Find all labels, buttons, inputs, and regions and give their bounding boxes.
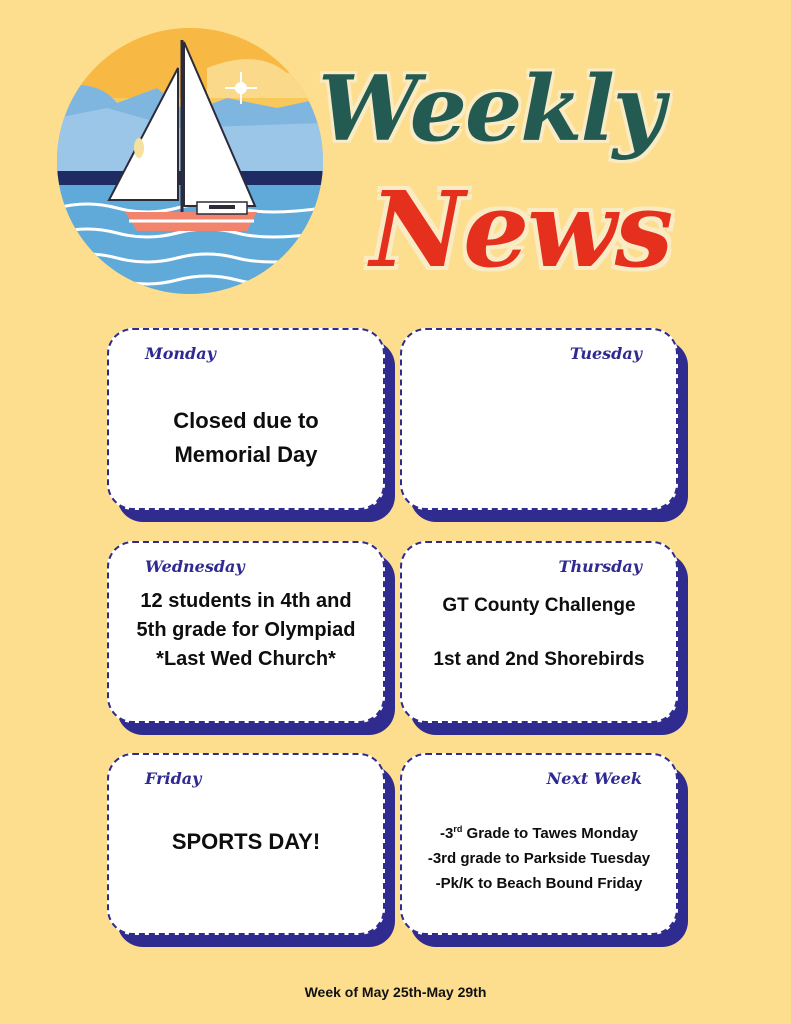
card-monday xyxy=(107,328,385,510)
card-friday xyxy=(107,753,385,935)
card-tuesday xyxy=(400,328,678,510)
day-label-next-week: Next Week xyxy=(546,769,642,788)
sailboat-logo xyxy=(57,28,323,294)
day-label-tuesday: Tuesday xyxy=(569,344,642,363)
next-week-text: -3rd Grade to Tawes Monday -3rd grade to Parkside Tuesday -Pk/K to Beach Bound Friday xyxy=(427,824,651,892)
card-next-week xyxy=(400,753,678,935)
day-label-monday: Monday xyxy=(145,344,216,363)
title-weekly: Weekly xyxy=(318,56,664,162)
day-label-wednesday: Wednesday xyxy=(145,557,245,576)
day-label-friday: Friday xyxy=(145,769,202,788)
card-thursday xyxy=(400,541,678,723)
monday-text: Closed due to Memorial Day xyxy=(173,408,319,467)
title-news: News xyxy=(370,168,672,291)
card-wednesday xyxy=(107,541,385,723)
thursday-text: GT County Challenge 1st and 2nd Shorebirds xyxy=(433,595,645,670)
friday-text: SPORTS DAY! xyxy=(171,829,321,854)
footer-week-range: Week of May 25th-May 29th xyxy=(304,984,487,1000)
wednesday-text: 12 students in 4th and 5th grade for Olympiad *Last Wed Church* xyxy=(136,590,356,670)
day-label-thursday: Thursday xyxy=(558,557,642,576)
